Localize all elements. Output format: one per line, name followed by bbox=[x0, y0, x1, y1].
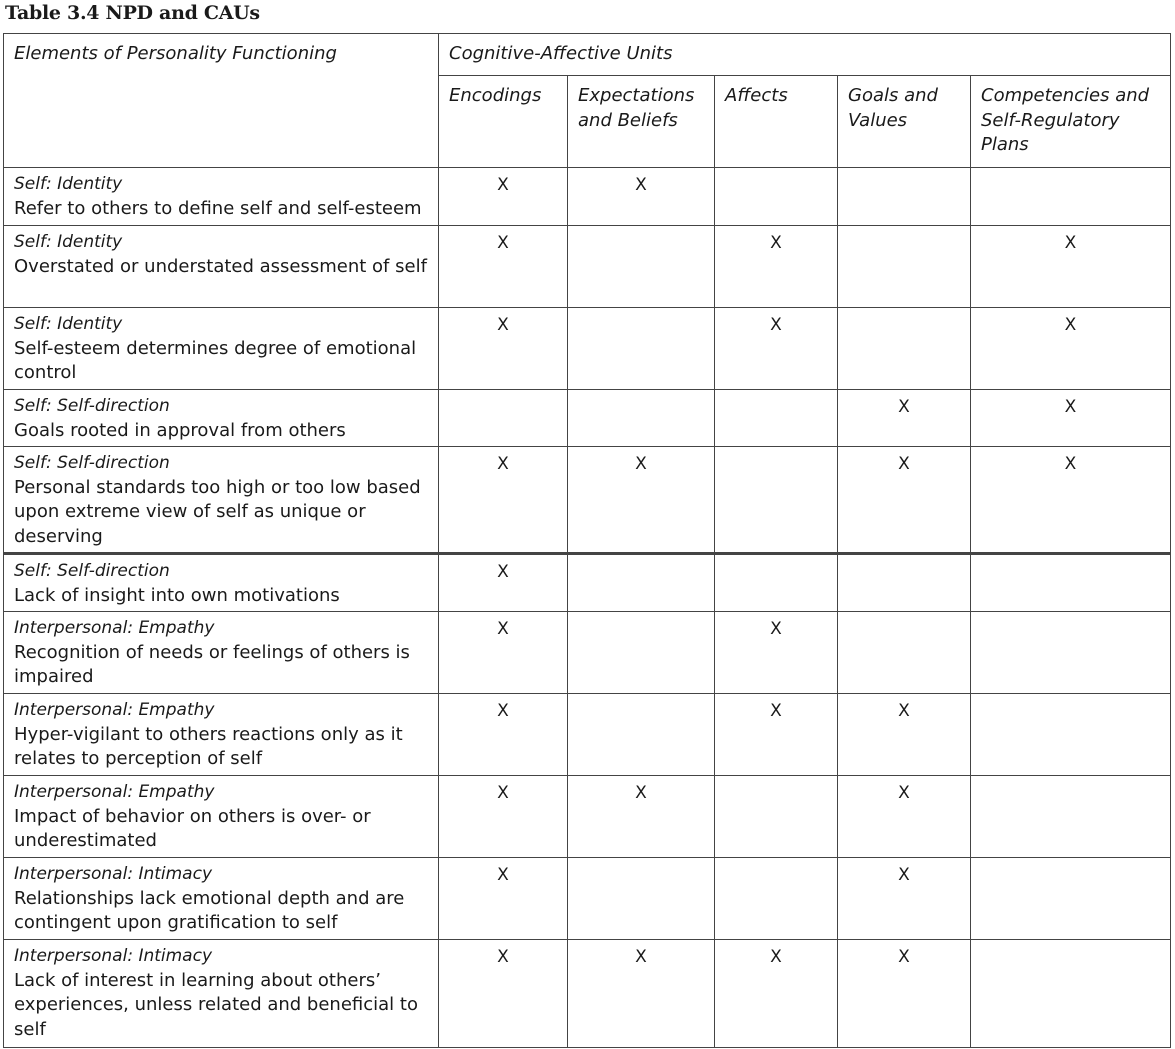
mark-cell bbox=[715, 776, 838, 858]
table-row bbox=[4, 612, 1171, 694]
table-row bbox=[4, 308, 1171, 390]
header-goals-values: Goals and Values bbox=[838, 76, 971, 168]
mark-cell bbox=[568, 308, 715, 390]
header-affects: Affects bbox=[715, 76, 838, 168]
mark-cell bbox=[838, 554, 971, 612]
mark-cell bbox=[568, 612, 715, 694]
row-description: Hyper-vigilant to others reactions only as it relates to perception of self bbox=[14, 723, 403, 769]
table-row bbox=[4, 168, 1171, 226]
row-element-cell bbox=[4, 940, 439, 1048]
mark-cell: X bbox=[715, 308, 838, 390]
header-expectations-beliefs: Expectations and Beliefs bbox=[568, 76, 715, 168]
mark-cell: X bbox=[971, 447, 1171, 554]
row-description: Goals rooted in approval from others bbox=[14, 419, 346, 441]
mark-cell bbox=[971, 168, 1171, 226]
row-element-cell bbox=[4, 226, 439, 308]
row-category: Interpersonal: Intimacy bbox=[14, 946, 213, 966]
table-caption: Table 3.4 NPD and CAUs bbox=[5, 2, 260, 24]
header-encodings: Encodings bbox=[439, 76, 568, 168]
mark-cell bbox=[715, 168, 838, 226]
row-category: Self: Identity bbox=[14, 232, 123, 252]
header-elements-of-personality: Elements of Personality Functioning bbox=[4, 34, 439, 168]
mark-cell bbox=[568, 390, 715, 447]
mark-cell bbox=[971, 858, 1171, 940]
mark-cell: X bbox=[715, 226, 838, 308]
mark-cell: X bbox=[715, 940, 838, 1048]
table-row bbox=[4, 858, 1171, 940]
mark-cell: X bbox=[439, 168, 568, 226]
mark-cell: X bbox=[568, 940, 715, 1048]
mark-cell: X bbox=[971, 390, 1171, 447]
mark-cell bbox=[971, 776, 1171, 858]
row-description: Impact of behavior on others is over- or underestimated bbox=[14, 805, 371, 851]
table-row bbox=[4, 390, 1171, 447]
row-description: Refer to others to define self and self-esteem bbox=[14, 197, 422, 219]
mark-cell: X bbox=[439, 612, 568, 694]
row-element-cell bbox=[4, 776, 439, 858]
mark-cell bbox=[838, 308, 971, 390]
row-description: Personal standards too high or too low based upon extreme view of self as unique or deserving bbox=[14, 476, 421, 547]
row-category: Interpersonal: Empathy bbox=[14, 782, 215, 802]
mark-cell: X bbox=[971, 308, 1171, 390]
mark-cell bbox=[568, 226, 715, 308]
mark-cell bbox=[568, 694, 715, 776]
mark-cell: X bbox=[838, 858, 971, 940]
mark-cell: X bbox=[838, 940, 971, 1048]
mark-cell bbox=[971, 612, 1171, 694]
row-element-cell bbox=[4, 612, 439, 694]
mark-cell bbox=[715, 858, 838, 940]
mark-cell: X bbox=[971, 226, 1171, 308]
mark-cell: X bbox=[568, 776, 715, 858]
row-element-cell bbox=[4, 694, 439, 776]
table-row bbox=[4, 940, 1171, 1048]
row-element-cell bbox=[4, 447, 439, 554]
table-row bbox=[4, 447, 1171, 554]
header-competencies: Competencies and Self-Regulatory Plans bbox=[971, 76, 1171, 168]
mark-cell: X bbox=[439, 554, 568, 612]
mark-cell bbox=[439, 390, 568, 447]
row-element-cell bbox=[4, 554, 439, 612]
mark-cell bbox=[971, 554, 1171, 612]
mark-cell: X bbox=[838, 694, 971, 776]
row-category: Self: Identity bbox=[14, 314, 123, 334]
row-category: Self: Self-direction bbox=[14, 396, 170, 416]
mark-cell bbox=[715, 447, 838, 554]
row-element-cell bbox=[4, 390, 439, 447]
mark-cell: X bbox=[439, 940, 568, 1048]
mark-cell bbox=[971, 940, 1171, 1048]
row-description: Self-esteem determines degree of emotional control bbox=[14, 337, 417, 383]
mark-cell: X bbox=[439, 447, 568, 554]
row-category: Interpersonal: Empathy bbox=[14, 618, 215, 638]
mark-cell bbox=[568, 858, 715, 940]
row-description: Lack of insight into own motivations bbox=[14, 584, 340, 606]
mark-cell: X bbox=[439, 776, 568, 858]
mark-cell bbox=[838, 168, 971, 226]
table-body bbox=[4, 168, 1171, 1048]
row-description: Overstated or understated assessment of self bbox=[14, 255, 427, 277]
table-row bbox=[4, 776, 1171, 858]
mark-cell bbox=[715, 390, 838, 447]
row-description: Lack of interest in learning about others’ experiences, unless related and beneficial to self bbox=[14, 969, 418, 1040]
mark-cell: X bbox=[838, 390, 971, 447]
header-cognitive-affective-units: Cognitive-Affective Units bbox=[439, 34, 1171, 76]
table-row bbox=[4, 554, 1171, 612]
mark-cell: X bbox=[838, 776, 971, 858]
row-element-cell bbox=[4, 858, 439, 940]
mark-cell bbox=[838, 226, 971, 308]
mark-cell: X bbox=[568, 447, 715, 554]
row-category: Interpersonal: Empathy bbox=[14, 700, 215, 720]
row-description: Recognition of needs or feelings of others is impaired bbox=[14, 641, 410, 687]
row-category: Interpersonal: Intimacy bbox=[14, 864, 213, 884]
row-element-cell bbox=[4, 308, 439, 390]
mark-cell: X bbox=[439, 858, 568, 940]
mark-cell: X bbox=[439, 694, 568, 776]
mark-cell bbox=[838, 612, 971, 694]
row-description: Relationships lack emotional depth and are contingent upon gratification to self bbox=[14, 887, 405, 933]
mark-cell: X bbox=[439, 226, 568, 308]
mark-cell: X bbox=[715, 694, 838, 776]
row-category: Self: Self-direction bbox=[14, 561, 170, 581]
mark-cell bbox=[715, 554, 838, 612]
mark-cell bbox=[568, 554, 715, 612]
npd-cau-table bbox=[3, 33, 1171, 1048]
table-row bbox=[4, 694, 1171, 776]
mark-cell: X bbox=[439, 308, 568, 390]
row-category: Self: Self-direction bbox=[14, 453, 170, 473]
mark-cell: X bbox=[838, 447, 971, 554]
row-category: Self: Identity bbox=[14, 174, 123, 194]
mark-cell bbox=[971, 694, 1171, 776]
mark-cell: X bbox=[568, 168, 715, 226]
row-element-cell bbox=[4, 168, 439, 226]
table-row bbox=[4, 226, 1171, 308]
mark-cell: X bbox=[715, 612, 838, 694]
